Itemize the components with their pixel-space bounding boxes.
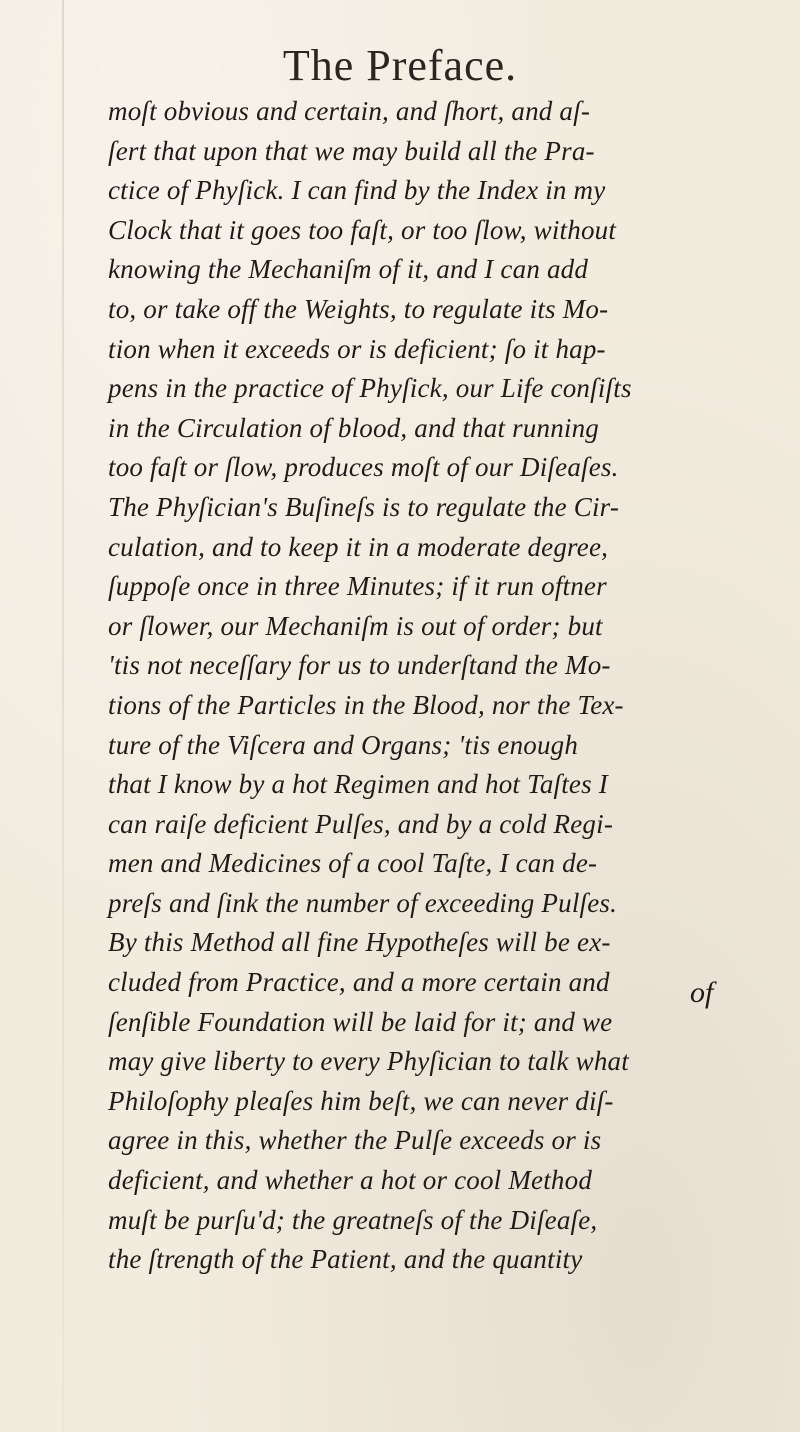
text-line: By this Method all fine Hypotheſes will be ex- (108, 927, 611, 958)
text-line: moſt obvious and certain, and ſhort, and aſ- (108, 96, 591, 126)
text-line: The Phyſician's Buſineſs is to regulate the Cir- (108, 491, 620, 522)
body-text (108, 92, 736, 1280)
text-line: Clock that it goes too faſt, or too ſlow, without (108, 214, 617, 245)
text-line: preſs and ſink the number of exceeding Pulſes. (108, 887, 618, 918)
text-line: to, or take off the Weights, to regulate its Mo- (108, 293, 609, 324)
text-line: the ſtrength of the Patient, and the quantity (108, 1244, 583, 1275)
text-line: muſt be purſu'd; the greatneſs of the Diſeaſe, (108, 1204, 598, 1235)
text-line: tion when it exceeds or is deficient; ſo it hap- (108, 333, 606, 364)
text-line: in the Circulation of blood, and that running (108, 412, 600, 443)
text-line: tions of the Particles in the Blood, nor the Tex- (108, 689, 624, 720)
page-fold-shadow (62, 0, 64, 1432)
text-line: or ſlower, our Mechaniſm is out of order; but (108, 610, 603, 641)
text-line: 'tis not neceſſary for us to underſtand the Mo- (108, 650, 611, 681)
text-line: cluded from Practice, and a more certain and (108, 967, 610, 998)
text-line: men and Medicines of a cool Taſte, I can de- (108, 848, 598, 879)
text-line: that I know by a hot Regimen and hot Taſtes I (108, 769, 608, 800)
running-header: The Preface. (282, 41, 518, 90)
catchword: of (690, 976, 714, 1009)
text-line: ctice of Phyſick. I can find by the Index in my (108, 175, 606, 206)
text-line: can raiſe deficient Pulſes, and by a cold Regi- (108, 808, 614, 839)
text-line: ſenſible Foundation will be laid for it; and we (108, 1006, 613, 1037)
text-line: agree in this, whether the Pulſe exceeds or is (108, 1125, 602, 1156)
text-line: ſert that upon that we may build all the Pra- (108, 135, 595, 166)
text-line: ture of the Viſcera and Organs; 'tis enough (108, 729, 579, 760)
text-line: culation, and to keep it in a moderate degree, (108, 531, 609, 562)
text-line: ſuppoſe once in three Minutes; if it run oftner (108, 571, 607, 602)
text-line: too faſt or ſlow, produces moſt of our Diſeaſes. (108, 452, 619, 483)
text-line: pens in the practice of Phyſick, our Life conſiſts (108, 373, 632, 404)
text-line: may give liberty to every Phyſician to talk what (108, 1046, 629, 1077)
text-line: deficient, and whether a hot or cool Method (108, 1165, 593, 1196)
text-line: Philoſophy pleaſes him beſt, we can never diſ- (108, 1085, 614, 1116)
text-line: knowing the Mechaniſm of it, and I can add (108, 254, 589, 285)
